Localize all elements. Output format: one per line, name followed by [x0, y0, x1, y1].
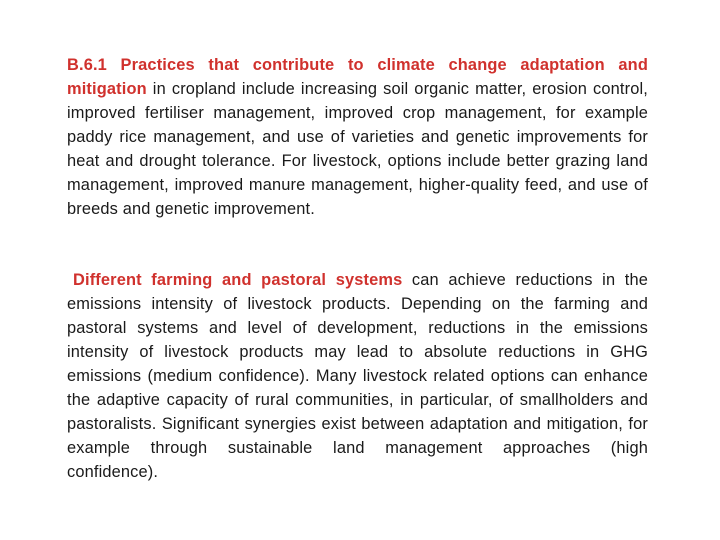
paragraph-farming-systems	[67, 268, 648, 484]
paragraph-body: can achieve reductions in the emissions intensity of livestock products. Depending on the farming and pastoral systems and level of development, reductions in the emissions intensity of livestock products may lead to absolute reductions in GHG emissions (medium confidence). Many livestock related options can enhance the adaptive capacity of rural communities, in particular, of smallholders and pastoralists. Significant synergies exist between adaptation and mitigation, for example through sustainable land management approaches (high confidence).	[67, 271, 649, 481]
paragraph-b61	[67, 53, 648, 221]
paragraph-body: in cropland include increasing soil organic matter, erosion control, improved fertiliser management, improved crop management, for example paddy rice management, and use of varieties and genetic improvements for heat and drought tolerance. For livestock, options include better grazing land management, improved manure management, higher-quality feed, and use of breeds and genetic improvement.	[67, 80, 648, 218]
paragraph-highlight: Different farming and pastoral systems	[73, 271, 403, 289]
paragraph-highlight: B.6.1 Practices that contribute to climate change adaptation and mitigation	[67, 56, 648, 98]
